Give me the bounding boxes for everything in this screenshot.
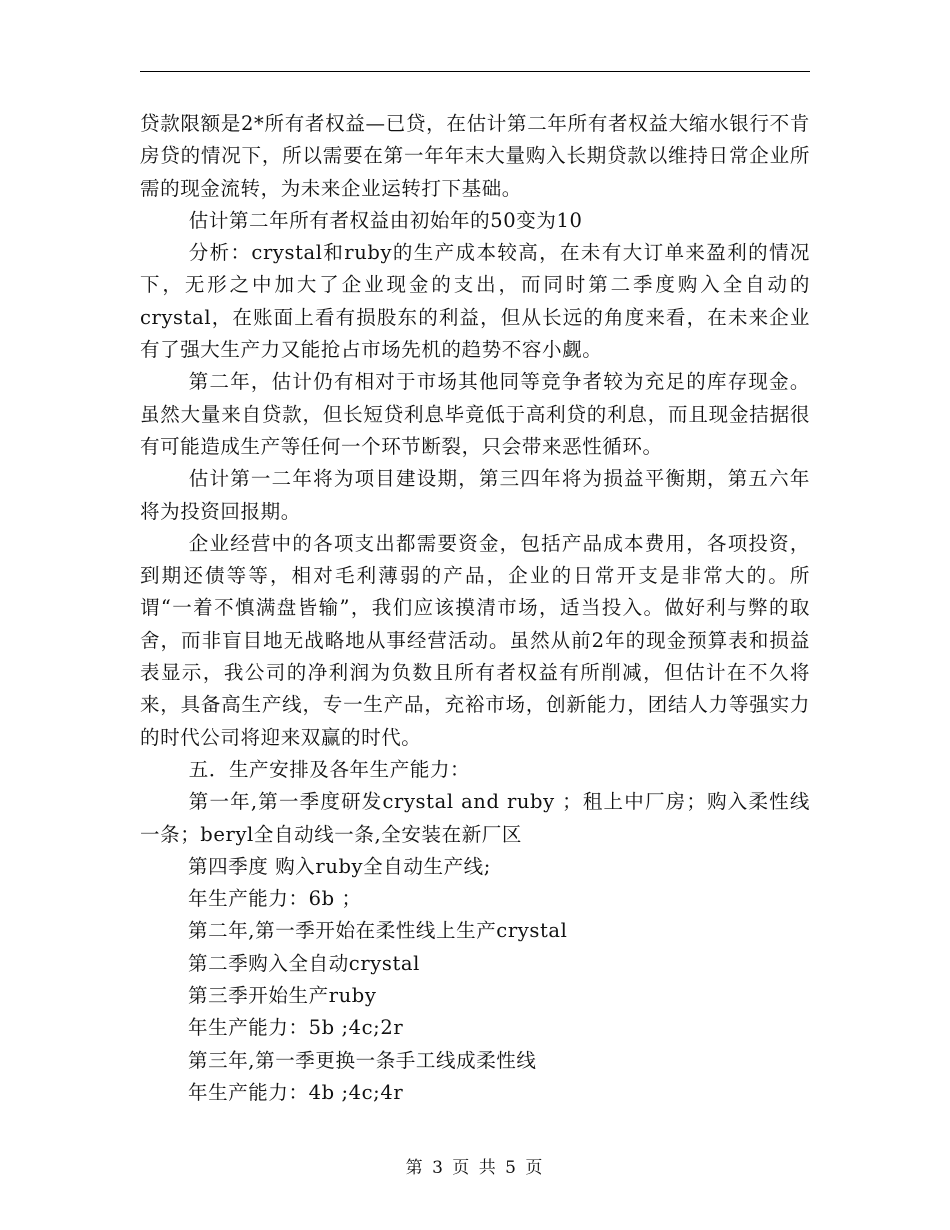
header-rule — [140, 71, 810, 72]
paragraph-phases: 估计第一二年将为项目建设期，第三四年将为损益平衡期，第五六年将为投资回报期。 — [140, 467, 810, 523]
paragraph-year-one-plan: 第一年,第一季度研发crystal and ruby ；租上中厂房；购入柔性线一条；beryl全自动线一条,全安装在新厂区 — [140, 790, 810, 846]
paragraph-loan-limit: 贷款限额是2*所有者权益—已贷，在估计第二年所有者权益大缩水银行不肯房贷的情况下，所以需要在第一年年末大量购入长期贷款以维持日常企业所需的现金流转，为未来企业运转打下基础。 — [140, 112, 810, 200]
document-body — [140, 108, 810, 1109]
page-number: 第 3 页 共 5 页 — [405, 1158, 545, 1178]
paragraph-analysis: 分析：crystal和ruby的生产成本较高，在未有大订单来盈利的情况下，无形之中加大了企业现金的支出，而同时第二季度购入全自动的crystal，在账面上看有损股东的利益，但从长远的角度来看，在未来企业有了强大生产力又能抢占市场先机的趋势不容小觑。 — [140, 241, 810, 362]
list-item: 年生产能力：5b ;4c;2r — [188, 1016, 404, 1040]
paragraph-year-two: 第二年，估计仍有相对于市场其他同等竞争者较为充足的库存现金。虽然大量来自贷款，但长短贷利息毕竟低于高利贷的利息，而且现金拮据很有可能造成生产等任何一个环节断裂，只会带来恶性循环。 — [140, 370, 810, 458]
list-item: 年生产能力：4b ;4c;4r — [188, 1080, 404, 1104]
list-item: 年生产能力：6b ； — [188, 887, 362, 911]
list-item: 第四季度 购入ruby全自动生产线; — [188, 854, 491, 878]
paragraph-equity-estimate: 估计第二年所有者权益由初始年的50变为10 — [188, 208, 583, 232]
list-item: 第三季开始生产ruby — [188, 984, 377, 1008]
list-item: 第三年,第一季更换一条手工线成柔性线 — [188, 1048, 537, 1072]
list-item: 第二年,第一季开始在柔性线上生产crystal — [188, 919, 568, 943]
section-heading-production: 五．生产安排及各年生产能力： — [188, 757, 471, 781]
list-item: 第二季购入全自动crystal — [188, 951, 420, 975]
paragraph-business-operations: 企业经营中的各项支出都需要资金，包括产品成本费用，各项投资，到期还债等等，相对毛利薄弱的产品，企业的日常开支是非常大的。所谓“一着不慎满盘皆输”，我们应该摸清市场，适当投入。做好利与弊的取舍，而非盲目地无战略地从事经营活动。虽然从前2年的现金预算表和损益表显示，我公司的净利润为负数且所有者权益有所削减，但估计在不久将来，具备高生产线，专一生产品，充裕市场，创新能力，团结人力等强实力的时代公司将迎来双赢的时代。 — [140, 531, 810, 749]
